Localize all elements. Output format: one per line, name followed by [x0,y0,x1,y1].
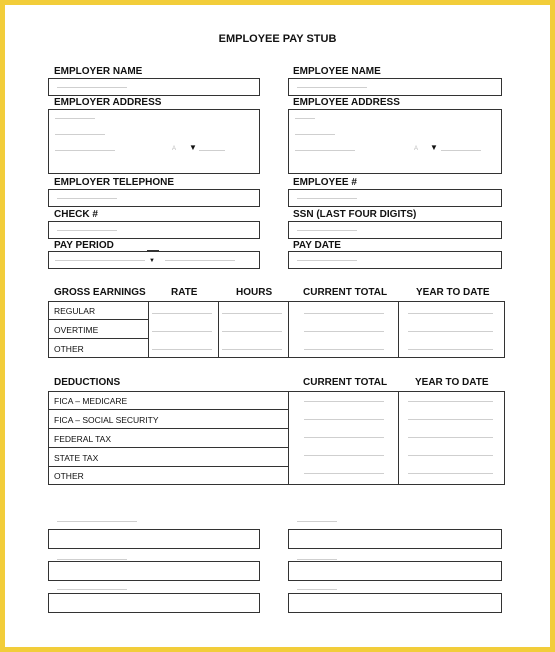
bottom-left-field-2[interactable] [48,561,260,581]
chevron-down-icon[interactable]: ▼ [430,143,438,152]
employee-number-field[interactable] [288,189,502,207]
current-total-column-header: CURRENT TOTAL [303,287,388,298]
bottom-left-field-1[interactable] [48,529,260,549]
employee-name-field[interactable] [288,78,502,96]
pay-period-field[interactable] [48,251,260,269]
employer-name-label: EMPLOYER NAME [54,66,143,77]
earnings-row-regular: REGULAR [54,306,96,316]
pay-date-field[interactable] [288,251,502,269]
employer-address-field[interactable] [48,109,260,174]
page-title: EMPLOYEE PAY STUB [218,33,337,45]
deduction-row-federal-tax: FEDERAL TAX [54,434,111,444]
employee-address-label: EMPLOYEE ADDRESS [293,97,400,108]
check-number-field[interactable] [48,221,260,239]
employee-address-field[interactable] [288,109,502,174]
state-dropdown-caret-placeholder: A [414,146,419,152]
year-to-date-column-header: YEAR TO DATE [416,287,490,298]
employer-telephone-field[interactable] [48,189,260,207]
employer-telephone-label: EMPLOYER TELEPHONE [54,177,175,188]
pay-period-label: PAY PERIOD [54,240,114,251]
deduction-row-fica-social-security: FICA – SOCIAL SECURITY [54,415,159,425]
employer-name-field[interactable] [48,78,260,96]
gross-earnings-header: GROSS EARNINGS [54,287,146,298]
earnings-row-other: OTHER [54,344,84,354]
ssn-field[interactable] [288,221,502,239]
chevron-down-icon[interactable]: ▼ [149,258,155,264]
pay-date-label: PAY DATE [293,240,341,251]
earnings-row-overtime: OVERTIME [54,325,99,335]
bottom-right-field-1[interactable] [288,529,502,549]
bottom-right-field-2[interactable] [288,561,502,581]
deduction-row-state-tax: STATE TAX [54,453,99,463]
pay-stub-page [5,5,550,647]
rate-column-header: RATE [171,287,198,298]
hours-column-header: HOURS [236,287,273,298]
deductions-header: DEDUCTIONS [54,377,121,388]
bottom-right-field-3[interactable] [288,593,502,613]
deductions-current-total-header: CURRENT TOTAL [303,377,388,388]
deductions-year-to-date-header: YEAR TO DATE [415,377,489,386]
employer-address-label: EMPLOYER ADDRESS [54,97,162,108]
check-number-label: CHECK # [54,209,98,220]
employee-number-label: EMPLOYEE # [293,177,357,188]
earnings-table [48,301,504,358]
ssn-label: SSN (LAST FOUR DIGITS) [293,209,417,220]
employee-name-label: EMPLOYEE NAME [293,66,381,77]
deduction-row-fica-medicare: FICA – MEDICARE [54,396,128,406]
bottom-left-field-3[interactable] [48,593,260,613]
deduction-row-other: OTHER [54,471,84,481]
deductions-table [48,391,504,485]
state-dropdown-caret-placeholder: A [172,146,177,152]
chevron-down-icon[interactable]: ▼ [189,143,197,152]
